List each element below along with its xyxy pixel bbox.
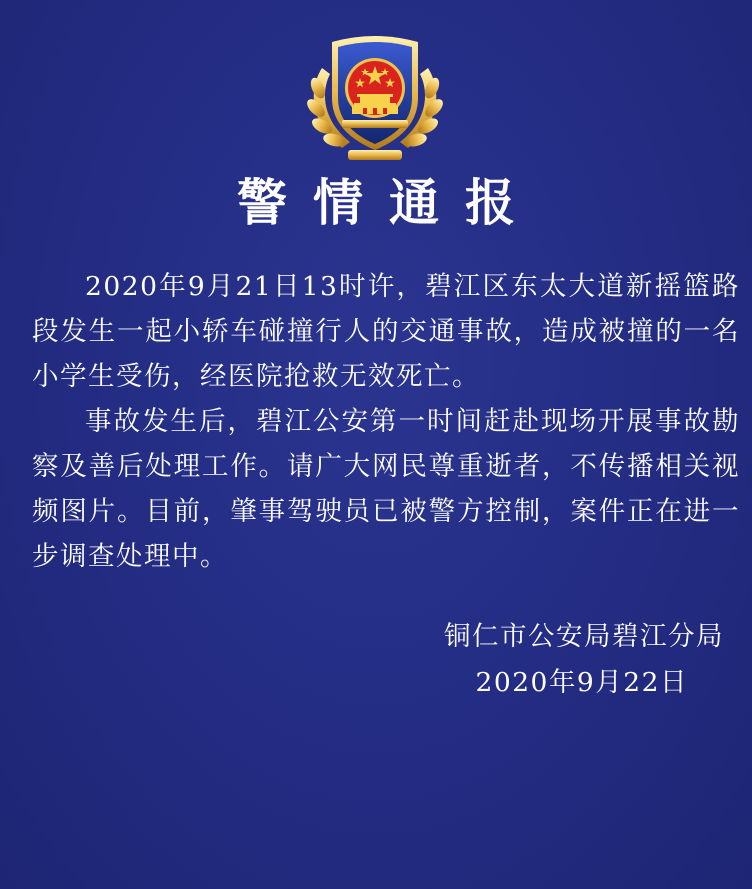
signature-block <box>444 614 724 706</box>
issuer-name: 铜仁市公安局碧江分局 <box>444 621 724 652</box>
issue-date: 2020年9月22日 <box>475 667 688 698</box>
notice-body <box>32 264 740 579</box>
page-title: 警情通报 <box>237 174 541 232</box>
paragraph: 事故发生后，碧江公安第一时间赶赴现场开展事故勘察及善后处理工作。请广大网民尊重逝者，不传播相关视频图片。目前，肇事驾驶员已被警方控制，案件正在进一步调查处理中。 <box>32 406 740 572</box>
police-emblem-icon <box>302 28 448 166</box>
paragraph: 2020年9月21日13时许，碧江区东太大道新摇篮路段发生一起小轿车碰撞行人的交通事故，造成被撞的一名小学生受伤，经医院抢救无效死亡。 <box>32 271 740 392</box>
